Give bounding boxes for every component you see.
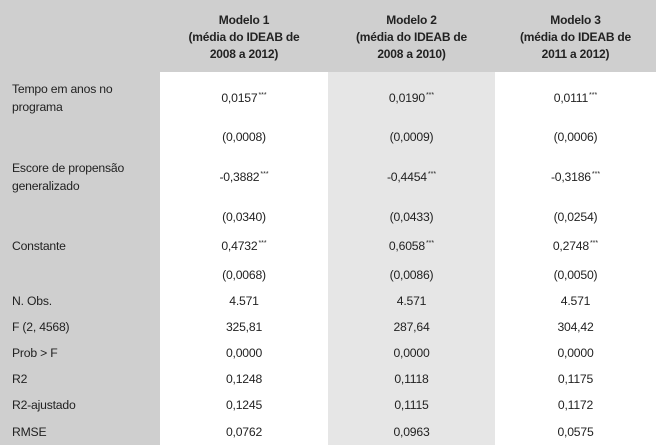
model-3-subtitle-line2: 2011 a 2012) (541, 46, 610, 61)
cell-constante-coef-m2 (328, 230, 495, 262)
table-row-r2 (0, 366, 656, 392)
significance-stars: *** (425, 91, 435, 99)
cell-prob-m3: 0,0000 (557, 346, 594, 360)
row-label-tempo: Tempo em anos no programa (0, 72, 160, 123)
table-row-rmse (0, 418, 656, 445)
cell-r2adj-m2: 0,1115 (328, 392, 495, 418)
cell-nobs-m1: 4.571 (229, 294, 259, 308)
significance-stars: *** (589, 91, 598, 99)
header-model-3 (495, 0, 656, 72)
significance-stars: *** (427, 170, 437, 178)
table-row-prob (0, 340, 656, 366)
cell-prob-m2: 0,0000 (328, 340, 495, 366)
cell-escore-coef-m3 (495, 150, 656, 203)
header-model-1 (160, 0, 328, 72)
cell-prob-m1: 0,0000 (225, 346, 263, 360)
coef-value: -0,3186 (550, 169, 591, 184)
cell-escore-se-m2: (0,0433) (328, 203, 495, 230)
cell-r2-m3: 0,1175 (557, 372, 594, 386)
coef-value: 0,0157 (221, 90, 258, 105)
row-label-r2: R2 (0, 366, 160, 392)
model-1-title: Modelo 1 (218, 12, 270, 27)
cell-r2adj-m3: 0,1172 (557, 398, 594, 412)
table-row-nobs (0, 288, 656, 314)
cell-r2-m1: 0,1248 (225, 372, 263, 386)
cell-escore-se-m1: (0,0340) (222, 209, 266, 224)
significance-stars: *** (589, 240, 599, 247)
cell-tempo-coef-m2 (328, 72, 495, 123)
table-row-f (0, 314, 656, 340)
cell-f-m1: 325,81 (225, 320, 263, 334)
row-label-r2adj: R2-ajustado (0, 392, 160, 418)
cell-tempo-coef-m1 (160, 72, 328, 123)
cell-rmse-m3: 0,0575 (557, 424, 594, 439)
model-1-subtitle-line1: (média do IDEAB de (188, 29, 300, 44)
significance-stars: *** (258, 91, 267, 99)
cell-tempo-se-m1: (0,0008) (222, 129, 266, 144)
coef-value: 0,2748 (552, 239, 589, 253)
coef-value: 0,4732 (221, 239, 258, 253)
significance-stars: *** (258, 240, 267, 247)
table-row-escore (0, 150, 656, 203)
table-row-constante-se (0, 262, 656, 288)
table-row-escore-se (0, 203, 656, 230)
model-2-title: Modelo 2 (386, 12, 437, 27)
row-label-empty (0, 123, 160, 150)
significance-stars: *** (260, 170, 269, 178)
coef-value: 0,6058 (388, 239, 425, 253)
cell-escore-coef-m1 (160, 150, 328, 203)
header-model-2 (328, 0, 495, 72)
cell-constante-coef-m1 (160, 230, 328, 262)
row-label-escore: Escore de propensão generalizado (0, 150, 160, 203)
cell-tempo-se-m2: (0,0009) (328, 123, 495, 150)
coef-value: -0,4454 (386, 169, 427, 184)
row-label-rmse: RMSE (0, 418, 160, 445)
cell-constante-coef-m3 (495, 230, 656, 262)
model-2-subtitle-line2: 2008 a 2010) (377, 46, 446, 61)
coef-value: 0,0111 (553, 90, 589, 105)
cell-tempo-se-m3: (0,0006) (553, 129, 598, 144)
significance-stars: *** (425, 240, 435, 247)
row-label-empty (0, 262, 160, 288)
row-label-f: F (2, 4568) (0, 314, 160, 340)
cell-r2-m2: 0,1118 (328, 366, 495, 392)
cell-constante-se-m2: (0,0086) (328, 262, 495, 288)
cell-constante-se-m3: (0,0050) (553, 268, 598, 282)
table-row-tempo-se (0, 123, 656, 150)
row-label-nobs: N. Obs. (0, 288, 160, 314)
coef-value: -0,3882 (219, 169, 260, 184)
table-row-r2adj (0, 392, 656, 418)
row-label-prob: Prob > F (0, 340, 160, 366)
model-3-subtitle-line1: (média do IDEAB de (519, 29, 632, 44)
cell-constante-se-m1: (0,0068) (222, 268, 266, 282)
coef-value: 0,0190 (388, 90, 425, 105)
cell-nobs-m3: 4.571 (560, 294, 591, 308)
cell-r2adj-m1: 0,1245 (225, 398, 263, 412)
cell-escore-coef-m2 (328, 150, 495, 203)
cell-f-m3: 304,42 (557, 320, 594, 334)
cell-nobs-m2: 4.571 (328, 288, 495, 314)
cell-escore-se-m3: (0,0254) (553, 209, 598, 224)
header-corner (0, 0, 160, 72)
significance-stars: *** (591, 170, 601, 178)
header-row (0, 0, 656, 72)
cell-rmse-m2: 0,0963 (328, 418, 495, 445)
model-2-subtitle-line1: (média do IDEAB de (355, 29, 468, 44)
row-label-constante: Constante (0, 230, 160, 262)
table-row-constante (0, 230, 656, 262)
cell-rmse-m1: 0,0762 (225, 424, 263, 439)
model-3-title: Modelo 3 (550, 12, 601, 27)
model-1-subtitle-line2: 2008 a 2012) (209, 46, 279, 61)
row-label-empty (0, 203, 160, 230)
cell-f-m2: 287,64 (328, 314, 495, 340)
cell-tempo-coef-m3 (495, 72, 656, 123)
table-row-tempo (0, 72, 656, 123)
